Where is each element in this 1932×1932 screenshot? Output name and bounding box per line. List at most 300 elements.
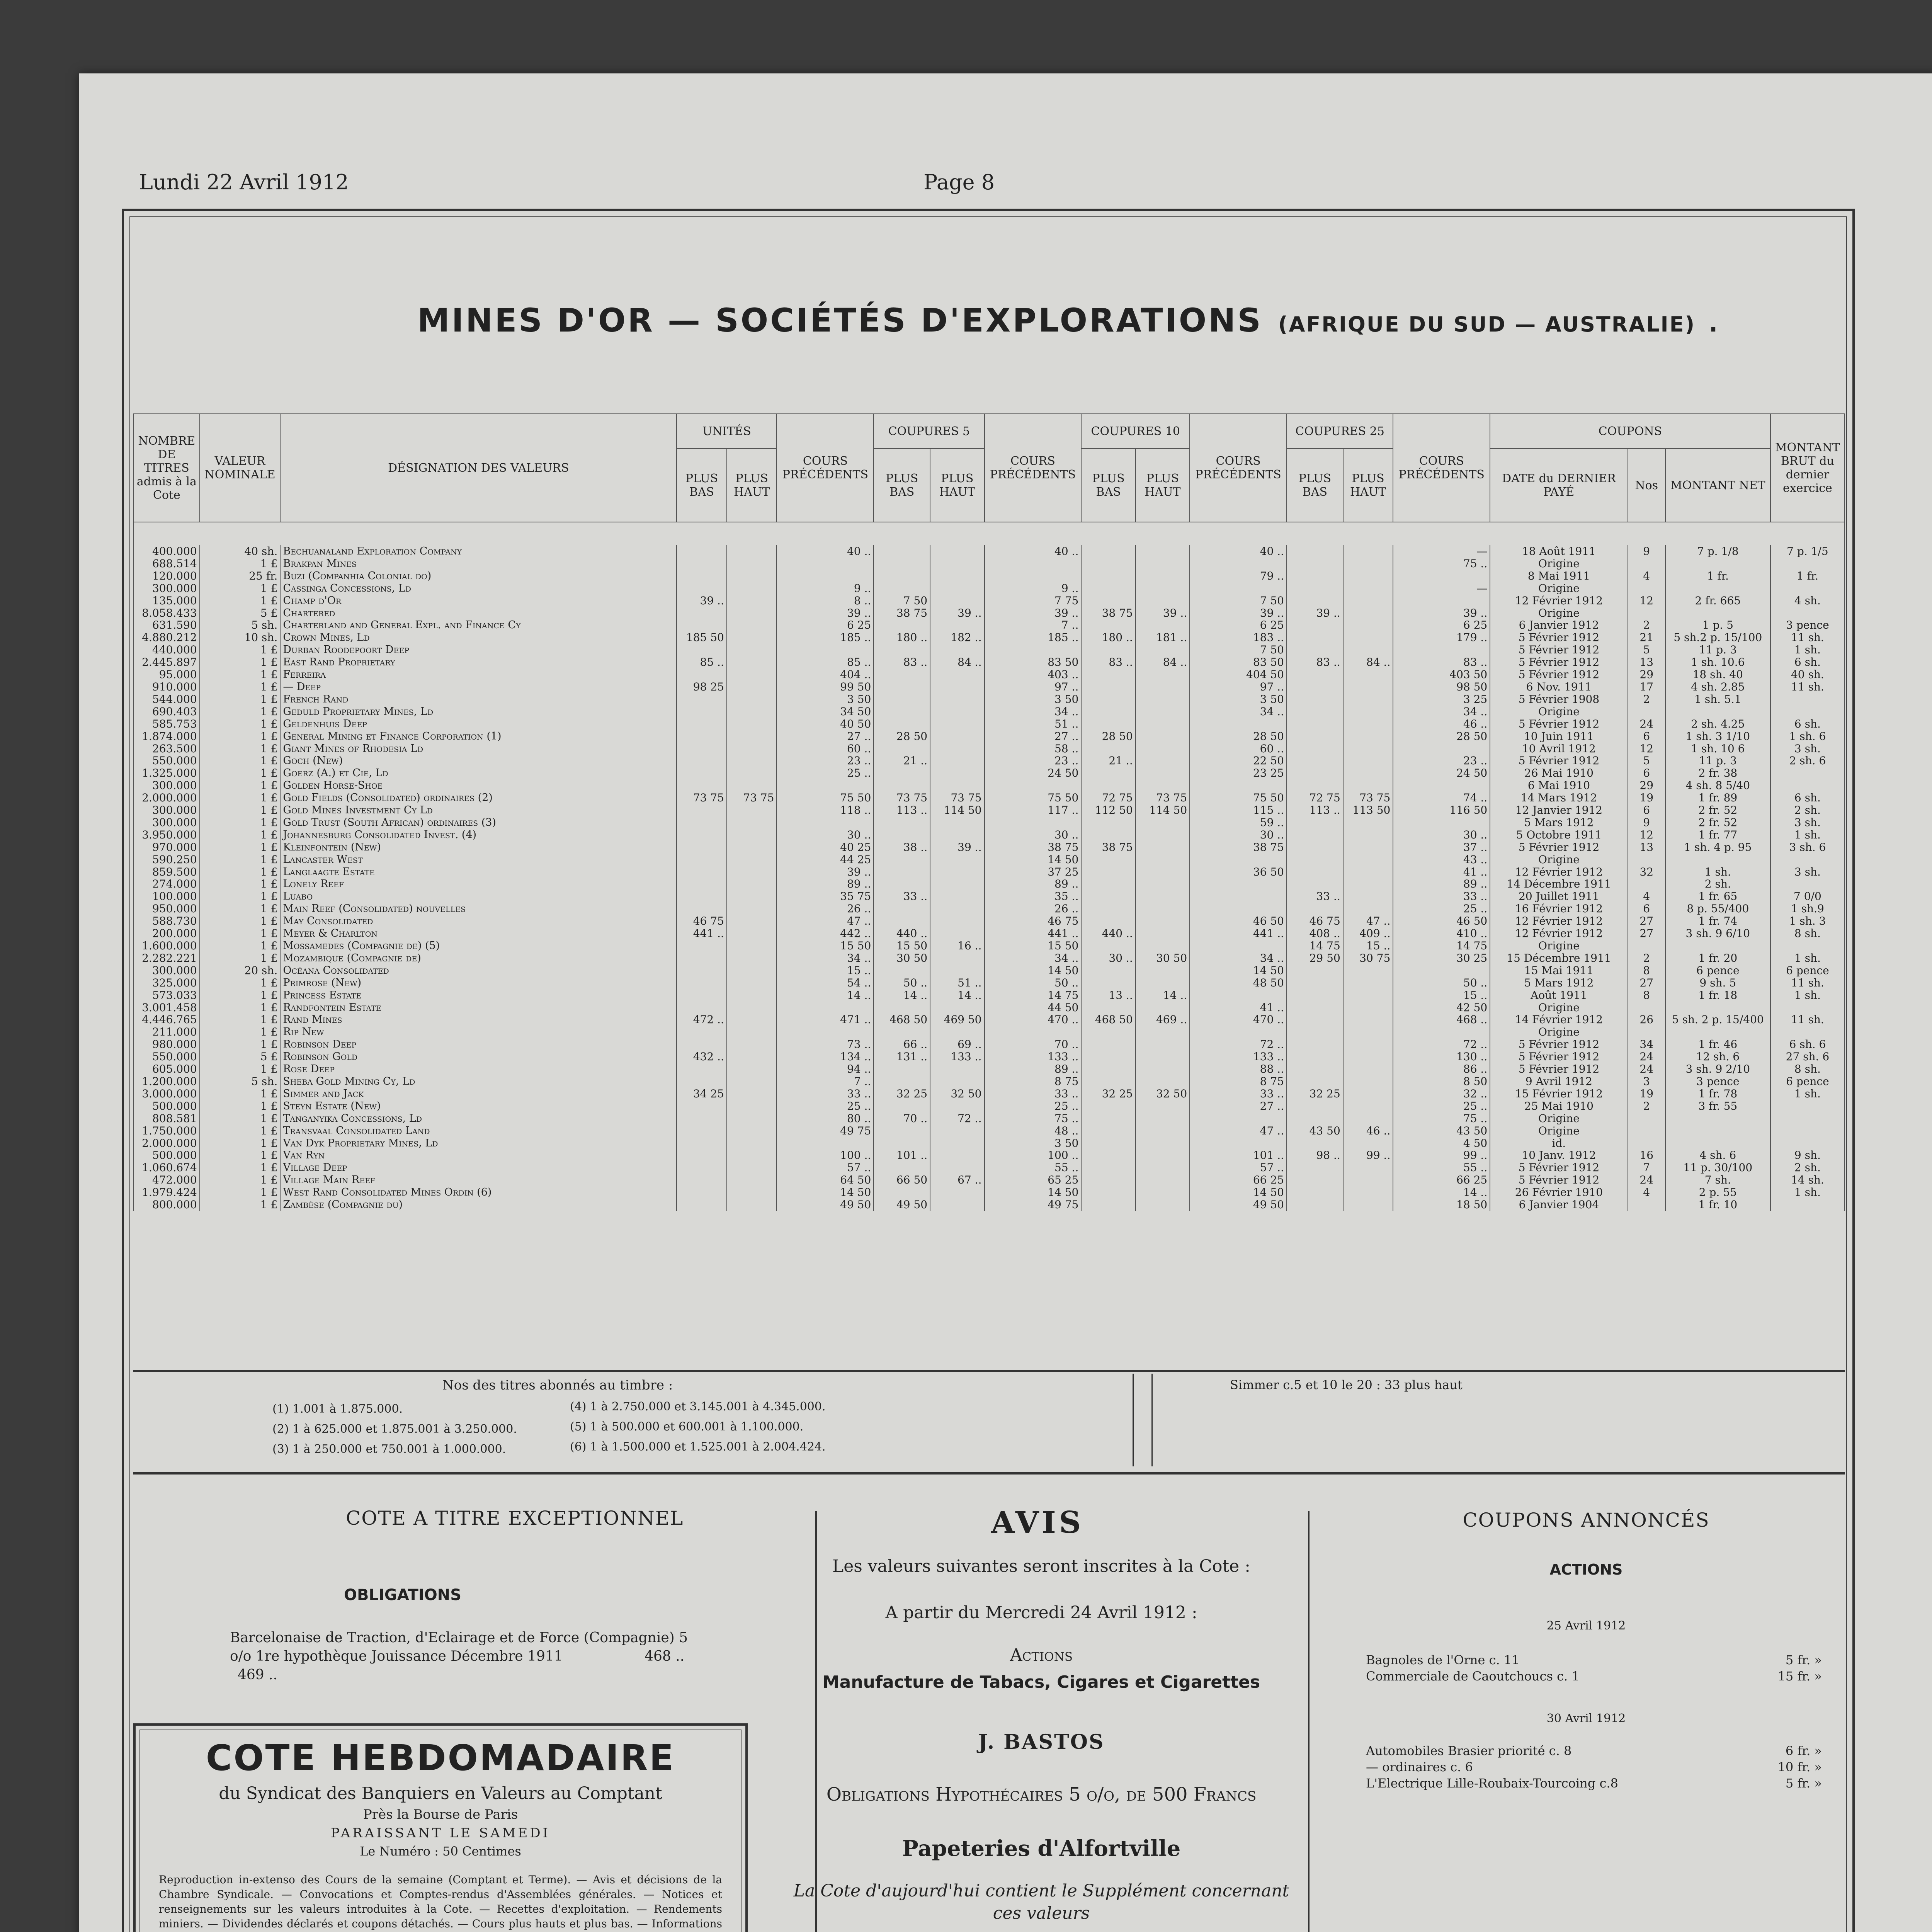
quote-row [134, 681, 1845, 693]
quote-row [134, 706, 1845, 718]
quote-cell: 5 Février 1912 [1490, 644, 1628, 656]
quote-cell: 2 fr. 52 [1665, 816, 1770, 829]
quote-cell: 14 .. [930, 989, 984, 1002]
quote-cell: 6 sh. [1770, 718, 1845, 730]
quote-row [134, 903, 1845, 915]
quote-cell [930, 1063, 984, 1075]
quote-cell [1136, 854, 1190, 866]
quote-cell [677, 558, 727, 570]
quote-cell: 40 .. [777, 545, 874, 558]
quote-cell: Geldenhuis Deep [280, 718, 677, 730]
quote-cell: 12 Février 1912 [1490, 866, 1628, 878]
quote-cell: Johannesburg Consolidated Invest. (4) [280, 829, 677, 841]
quote-cell [874, 1186, 930, 1199]
quote-cell [677, 644, 727, 656]
quote-cell: 181 .. [1136, 631, 1190, 644]
quote-cell [930, 718, 984, 730]
quote-cell: 5 Février 1912 [1490, 1051, 1628, 1063]
quote-cell: 1 £ [200, 1038, 281, 1051]
quote-cell [727, 866, 777, 878]
quote-cell: 6 [1628, 903, 1665, 915]
quote-cell: 1 £ [200, 1149, 281, 1162]
quote-cell [677, 1075, 727, 1088]
quote-cell: 69 .. [930, 1038, 984, 1051]
hebdo-place: Près la Bourse de Paris [363, 1807, 518, 1822]
quote-cell [677, 743, 727, 755]
quote-cell: 5 Février 1912 [1490, 755, 1628, 767]
quote-cell [727, 927, 777, 940]
col-date: DATE du DERNIER PAYÉ [1490, 449, 1628, 522]
quote-cell [727, 903, 777, 915]
quote-cell: 1 sh. 3 1/10 [1665, 730, 1770, 743]
quote-cell: 471 .. [777, 1014, 874, 1026]
quote-cell [1343, 595, 1393, 607]
quote-cell: 1 £ [200, 1014, 281, 1026]
quote-cell [874, 1100, 930, 1112]
quote-cell [1287, 964, 1343, 977]
quote-cell: 14 50 [1190, 1186, 1287, 1199]
quote-cell: 6 25 [1190, 619, 1287, 631]
quote-cell: 94 .. [777, 1063, 874, 1075]
quote-cell: 7 [1628, 1162, 1665, 1174]
quote-cell: 1 £ [200, 804, 281, 816]
issue-date: Lundi 22 Avril 1912 [139, 170, 349, 194]
quote-cell [1136, 743, 1190, 755]
quote-row [134, 570, 1845, 582]
quote-cell [930, 903, 984, 915]
quote-row [134, 545, 1845, 558]
quote-cell: 4 sh. 8 5/40 [1665, 779, 1770, 792]
quote-cell: 468 50 [1081, 1014, 1135, 1026]
quote-cell [1287, 693, 1343, 706]
quote-cell: 47 .. [1343, 915, 1393, 927]
quote-cell [677, 964, 727, 977]
quote-cell: Transvaal Consolidated Land [280, 1125, 677, 1137]
quote-cell [727, 964, 777, 977]
quote-cell: 120.000 [134, 570, 200, 582]
quote-cell: 1 £ [200, 730, 281, 743]
quote-cell: 37 .. [1393, 841, 1490, 854]
quote-cell: Origine [1490, 1125, 1628, 1137]
quote-cell [1136, 1137, 1190, 1150]
quote-cell [930, 1100, 984, 1112]
quote-cell [1287, 1174, 1343, 1186]
quote-cell [1136, 693, 1190, 706]
hebdo-content: Reproduction in-extenso des Cours de la semaine (Comptant et Terme). — Avis et décisions de la Chambre Syndicale. — Convocations et Comptes-rendus d'Assemblées générales. — Notices et renseignements sur les valeurs introduites à la Cote. — Recettes d'exploitation. — Rendements miniers. — Dividendes déclarés et coupons détachés. — Cours plus hauts et plus bas. — Informations [159, 1873, 722, 1930]
quote-cell: 2 p. 55 [1665, 1186, 1770, 1199]
quote-cell: 15 .. [1343, 940, 1393, 952]
quote-cell [1287, 1162, 1343, 1174]
quote-cell: 3 sh. [1770, 866, 1845, 878]
quote-cell: 980.000 [134, 1038, 200, 1051]
quote-cell: 180 .. [874, 631, 930, 644]
col-coupures5: COUPURES 5 [874, 414, 984, 449]
quote-row [134, 631, 1845, 644]
quote-cell: 1 sh. [1770, 1186, 1845, 1199]
quote-cell: 15 Mai 1911 [1490, 964, 1628, 977]
quote-cell: 15 50 [985, 940, 1082, 952]
quote-cell [777, 1002, 874, 1014]
quote-cell: 29 50 [1287, 952, 1343, 964]
quote-row [134, 927, 1845, 940]
quote-cell: 14 75 [1393, 940, 1490, 952]
quote-cell: 67 .. [930, 1174, 984, 1186]
quote-cell: 15 .. [777, 964, 874, 977]
quote-cell: Langlaagte Estate [280, 866, 677, 878]
quote-cell: 1 fr. 77 [1665, 829, 1770, 841]
quote-cell [727, 1075, 777, 1088]
quote-cell [1190, 779, 1287, 792]
quote-cell: 13 [1628, 656, 1665, 668]
quote-cell [1343, 1088, 1393, 1100]
col-haut: PLUS HAUT [1343, 449, 1393, 522]
quote-cell: 25 .. [1393, 1100, 1490, 1112]
quote-cell: 43 50 [1287, 1125, 1343, 1137]
quote-cell: 5 Mars 1912 [1490, 816, 1628, 829]
quote-cell: Village Deep [280, 1162, 677, 1174]
quote-cell: 64 50 [777, 1174, 874, 1186]
quote-cell: 34 .. [777, 952, 874, 964]
quote-cell: Gold Mines Investment Cy Ld [280, 804, 677, 816]
quote-cell [1287, 1199, 1343, 1211]
quote-cell [1287, 644, 1343, 656]
quote-cell [677, 545, 727, 558]
quote-cell [1081, 1075, 1135, 1088]
quote-cell: General Mining et Finance Corporation (1) [280, 730, 677, 743]
quote-cell [1287, 595, 1343, 607]
quote-cell [930, 1162, 984, 1174]
quote-cell: 440 .. [1081, 927, 1135, 940]
quote-cell: 14 50 [777, 1186, 874, 1199]
quote-cell [677, 730, 727, 743]
quote-cell: 403 .. [985, 668, 1082, 681]
col-cours-4: COURS PRÉCÉDENTS [1393, 414, 1490, 522]
quote-cell: Buzi (Companhia Colonial do) [280, 570, 677, 582]
quote-cell: 99 50 [777, 681, 874, 693]
quote-cell [1287, 1063, 1343, 1075]
quote-cell: 1 fr. 46 [1665, 1038, 1770, 1051]
quote-cell [1081, 866, 1135, 878]
quote-cell: 1 £ [200, 952, 281, 964]
quote-cell: 73 .. [777, 1038, 874, 1051]
quote-cell [1770, 854, 1845, 866]
quote-cell: 14 50 [985, 964, 1082, 977]
quote-cell [930, 890, 984, 903]
quote-cell: 8 Mai 1911 [1490, 570, 1628, 582]
quote-cell: 1 £ [200, 1088, 281, 1100]
coupon-row: Automobiles Brasier priorité c. 8 6 fr. » [1366, 1743, 1822, 1758]
col-cours-1: COURS PRÉCÉDENTS [777, 414, 874, 522]
quote-cell: 21 .. [874, 755, 930, 767]
quote-cell [1343, 582, 1393, 595]
quote-cell: 408 .. [1287, 927, 1343, 940]
quote-cell: 34 50 [777, 706, 874, 718]
quote-cell: 2 fr. 38 [1665, 767, 1770, 779]
quote-cell: 2 sh. [1770, 1162, 1845, 1174]
quote-cell: 33 .. [777, 1088, 874, 1100]
quote-cell: 4 [1628, 890, 1665, 903]
quote-cell: Lonely Reef [280, 878, 677, 890]
quote-cell [727, 570, 777, 582]
quote-cell: 1.750.000 [134, 1125, 200, 1137]
quote-cell: 25 .. [777, 767, 874, 779]
quote-cell [985, 816, 1082, 829]
quote-cell [1081, 1137, 1135, 1150]
quote-cell: 12 [1628, 595, 1665, 607]
quote-cell: 442 .. [777, 927, 874, 940]
quote-cell: 7 .. [985, 619, 1082, 631]
quote-cell [930, 854, 984, 866]
quote-cell [1343, 1051, 1393, 1063]
quote-cell [1287, 1026, 1343, 1038]
quote-cell: 11 p. 3 [1665, 755, 1770, 767]
quote-cell: 32 50 [930, 1088, 984, 1100]
quote-cell: 432 .. [677, 1051, 727, 1063]
quote-cell: 83 .. [1393, 656, 1490, 668]
quote-cell [1287, 570, 1343, 582]
quote-cell [930, 1026, 984, 1038]
quote-cell: 72 .. [1190, 1038, 1287, 1051]
quote-cell: Durban Roodepoort Deep [280, 644, 677, 656]
quote-cell [727, 693, 777, 706]
quote-cell: 19 [1628, 1088, 1665, 1100]
quote-row [134, 1137, 1845, 1150]
quote-row [134, 1002, 1845, 1014]
cote-text: Barcelonaise de Traction, d'Eclairage et de Force (Compagnie) 5 o/o 1re hypothèque Jouissance Décembre 1911 [230, 1630, 688, 1664]
quote-cell: 5 Février 1912 [1490, 718, 1628, 730]
quote-cell: 6 Mai 1910 [1490, 779, 1628, 792]
quote-cell: 25 fr. [200, 570, 281, 582]
quote-cell [1081, 1186, 1135, 1199]
quote-cell [930, 595, 984, 607]
quote-cell: 1 £ [200, 1112, 281, 1125]
quote-cell [1081, 779, 1135, 792]
quote-cell [1287, 878, 1343, 890]
quote-cell: 400.000 [134, 545, 200, 558]
quote-cell: 34 25 [677, 1088, 727, 1100]
quote-cell: 73 75 [1136, 792, 1190, 804]
quote-cell [1343, 1174, 1393, 1186]
quote-cell [1136, 940, 1190, 952]
quote-cell: 12 Février 1912 [1490, 915, 1628, 927]
quote-row [134, 890, 1845, 903]
quote-cell: 13 [1628, 841, 1665, 854]
quote-cell [1136, 1112, 1190, 1125]
quote-cell [1665, 1137, 1770, 1150]
quote-cell: 2 [1628, 1100, 1665, 1112]
quote-cell [1081, 681, 1135, 693]
quote-cell [1628, 1002, 1665, 1014]
quote-cell: 2.282.221 [134, 952, 200, 964]
quote-cell: 21 [1628, 631, 1665, 644]
quote-row [134, 1112, 1845, 1125]
quote-cell: 2 fr. 52 [1665, 804, 1770, 816]
quote-cell: 65 25 [985, 1174, 1082, 1186]
quote-cell: 27 sh. 6 [1770, 1051, 1845, 1063]
quote-row [134, 915, 1845, 927]
quote-cell [1136, 1149, 1190, 1162]
quote-cell: 117 .. [985, 804, 1082, 816]
quote-cell [874, 718, 930, 730]
quote-cell: 2 [1628, 619, 1665, 631]
quote-cell: Kleinfontein (New) [280, 841, 677, 854]
quote-cell: — [1393, 582, 1490, 595]
quote-row [134, 595, 1845, 607]
quote-cell [1190, 582, 1287, 595]
quote-cell: 14 .. [777, 989, 874, 1002]
quote-cell: 34 .. [1190, 706, 1287, 718]
quote-cell [930, 952, 984, 964]
quote-cell [1081, 890, 1135, 903]
quote-cell [677, 706, 727, 718]
quote-cell: 14 sh. [1770, 1174, 1845, 1186]
quote-cell: Origine [1490, 1112, 1628, 1125]
quote-cell [1665, 558, 1770, 570]
quote-cell [727, 767, 777, 779]
quote-cell [727, 989, 777, 1002]
quote-cell [1190, 903, 1287, 915]
quote-cell [1136, 1162, 1190, 1174]
quote-cell [727, 1162, 777, 1174]
quote-cell: 34 .. [1190, 952, 1287, 964]
quote-cell: 1.060.674 [134, 1162, 200, 1174]
quote-cell: 8 [1628, 964, 1665, 977]
quote-cell [727, 706, 777, 718]
quote-row [134, 940, 1845, 952]
quote-cell: 1 £ [200, 1162, 281, 1174]
quote-cell: 1 £ [200, 595, 281, 607]
quote-cell [1287, 841, 1343, 854]
quote-row [134, 644, 1845, 656]
quote-cell [1136, 866, 1190, 878]
quote-cell [727, 915, 777, 927]
quote-cell [1081, 1063, 1135, 1075]
quote-cell: 4 [1628, 570, 1665, 582]
quote-cell: 910.000 [134, 681, 200, 693]
quote-cell [777, 1137, 874, 1150]
quote-cell: Geduld Proprietary Mines, Ld [280, 706, 677, 718]
quote-cell: 18 sh. 40 [1665, 668, 1770, 681]
quote-cell: 35 .. [985, 890, 1082, 903]
quote-cell [874, 1002, 930, 1014]
quote-cell: 70 .. [874, 1112, 930, 1125]
quote-cell [930, 730, 984, 743]
quote-cell [677, 570, 727, 582]
quote-cell [874, 1125, 930, 1137]
quote-cell: 80 .. [777, 1112, 874, 1125]
quote-cell [1343, 1063, 1393, 1075]
quote-cell: 34 .. [1393, 706, 1490, 718]
quote-cell [1081, 1038, 1135, 1051]
coupons-title: COUPONS ANNONCÉS [1463, 1509, 1710, 1531]
quote-cell: 808.581 [134, 1112, 200, 1125]
coupon-row: L'Electrique Lille-Roubaix-Tourcoing c.8 5 fr. » [1366, 1776, 1822, 1791]
quote-cell [1081, 558, 1135, 570]
quote-cell: 26 Février 1910 [1490, 1186, 1628, 1199]
quote-cell: 1 £ [200, 1199, 281, 1211]
quote-cell: Chartered [280, 607, 677, 619]
quote-cell: 39 .. [930, 607, 984, 619]
quote-cell [1136, 644, 1190, 656]
quote-cell [874, 644, 930, 656]
quote-cell: Bechuanaland Exploration Company [280, 545, 677, 558]
quote-cell: 1 sh. [1770, 644, 1845, 656]
quote-cell: 1 £ [200, 915, 281, 927]
quote-cell [1287, 1014, 1343, 1026]
quote-cell [1628, 1125, 1665, 1137]
quote-cell [1081, 1002, 1135, 1014]
quote-cell [1770, 607, 1845, 619]
quote-cell [1665, 582, 1770, 595]
quote-cell: 15 Février 1912 [1490, 1088, 1628, 1100]
quote-cell: id. [1490, 1137, 1628, 1150]
quote-cell: 39 .. [1287, 607, 1343, 619]
quote-cell [727, 743, 777, 755]
quote-cell [1190, 854, 1287, 866]
quote-cell [1770, 1199, 1845, 1211]
quote-cell: 49 50 [874, 1199, 930, 1211]
quote-row [134, 964, 1845, 977]
quote-cell [1081, 1112, 1135, 1125]
quote-cell [727, 779, 777, 792]
quote-cell [1136, 1174, 1190, 1186]
quote-cell: 89 .. [985, 878, 1082, 890]
quote-cell: 24 50 [985, 767, 1082, 779]
quote-cell: 1.325.000 [134, 767, 200, 779]
quote-cell: 8 [1628, 989, 1665, 1002]
quote-cell: 1.979.424 [134, 1186, 200, 1199]
quote-cell [677, 619, 727, 631]
quote-cell: 5 sh. 2 p. 15/400 [1665, 1014, 1770, 1026]
quote-cell [930, 1125, 984, 1137]
quote-cell: Mozambique (Compagnie de) [280, 952, 677, 964]
quote-cell [727, 558, 777, 570]
quote-cell [727, 890, 777, 903]
quote-cell [874, 558, 930, 570]
quote-cell [930, 816, 984, 829]
quote-cell: 34 [1628, 1038, 1665, 1051]
quote-row [134, 977, 1845, 989]
quote-cell [1081, 570, 1135, 582]
quote-cell: 51 .. [985, 718, 1082, 730]
quote-cell [727, 952, 777, 964]
quote-cell [930, 644, 984, 656]
quote-row [134, 558, 1845, 570]
quote-cell [677, 668, 727, 681]
quote-cell [1287, 829, 1343, 841]
cote-title: COTE A TITRE EXCEPTIONNEL [346, 1507, 684, 1529]
quote-cell: Lancaster West [280, 854, 677, 866]
quote-row [134, 1162, 1845, 1174]
quote-cell: 39 .. [930, 841, 984, 854]
quote-cell: Golden Horse-Shoe [280, 779, 677, 792]
quote-cell: 14 Décembre 1911 [1490, 878, 1628, 890]
quote-cell [1136, 903, 1190, 915]
quote-cell: 5 [1628, 644, 1665, 656]
quote-cell [1343, 1112, 1393, 1125]
quote-cell: 48 .. [985, 1125, 1082, 1137]
quote-cell: 13 .. [1081, 989, 1135, 1002]
quote-row [134, 1100, 1845, 1112]
quote-cell: 30 .. [985, 829, 1082, 841]
quote-cell [1770, 558, 1845, 570]
quote-cell [1343, 1038, 1393, 1051]
quote-cell: 46 .. [1343, 1125, 1393, 1137]
quote-cell: 1 sh. [1665, 866, 1770, 878]
quote-cell: 49 75 [985, 1199, 1082, 1211]
quote-cell [1770, 693, 1845, 706]
quote-cell: 16 [1628, 1149, 1665, 1162]
